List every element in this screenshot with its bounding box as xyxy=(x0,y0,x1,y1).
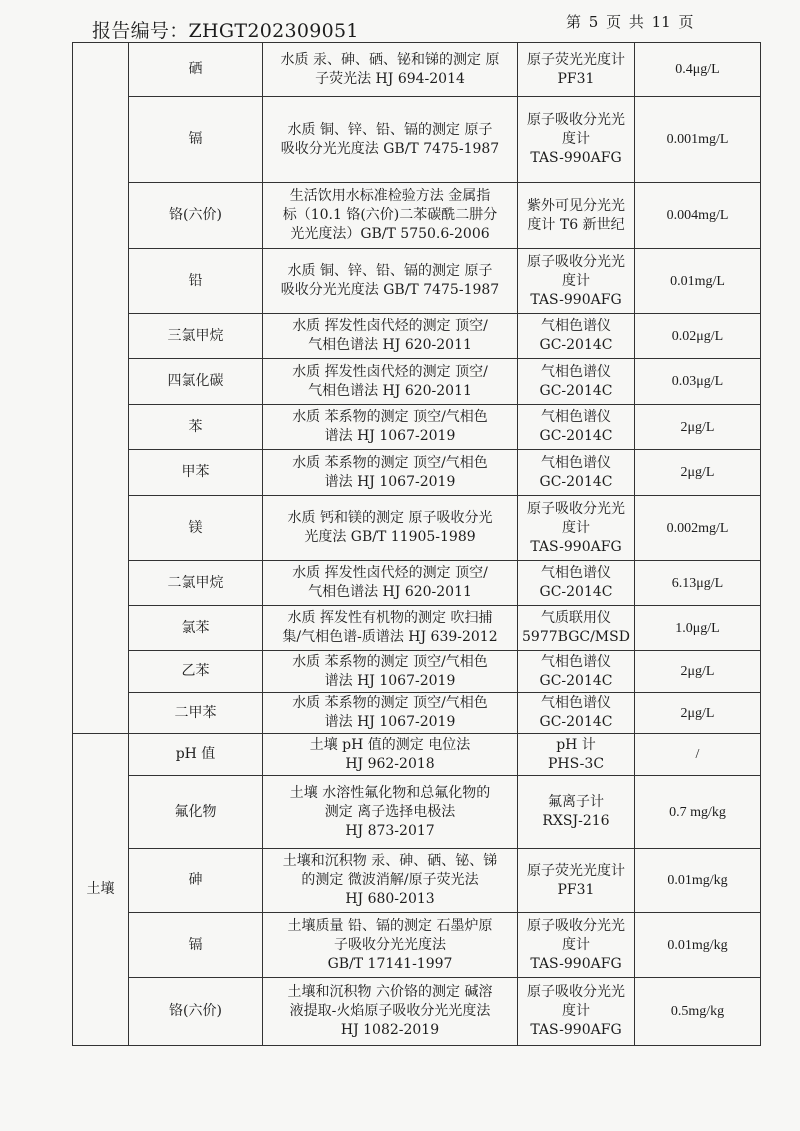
instrument-line: pH 计 xyxy=(556,736,596,753)
instrument-cell xyxy=(518,606,635,651)
instrument-line: TAS-990AFG xyxy=(530,150,622,166)
method-line: 水质 苯系物的测定 顶空/气相色 xyxy=(292,454,488,471)
method-line: 水质 挥发性卤代烃的测定 顶空/ xyxy=(292,565,488,581)
instrument-cell xyxy=(518,43,635,97)
instrument-line: 原子吸收分光光 xyxy=(527,112,625,128)
test-item-cell: 镉 xyxy=(129,913,263,978)
method-cell xyxy=(263,651,518,693)
table-row xyxy=(73,561,761,606)
instrument-line: GC-2014C xyxy=(539,337,613,353)
method-line: 土壤质量 铅、镉的测定 石墨炉原 xyxy=(287,917,493,934)
table-row xyxy=(73,314,761,359)
test-item-cell: pH 值 xyxy=(129,734,263,776)
table-row xyxy=(73,913,761,978)
instrument-line: 5977BGC/MSD xyxy=(522,629,630,645)
method-cell xyxy=(263,693,518,734)
instrument-line: 气相色谱仪 xyxy=(541,454,611,471)
instrument-line: 原子吸收分光光 xyxy=(527,253,625,270)
instrument-line: 气相色谱仪 xyxy=(541,363,611,380)
table-row xyxy=(73,776,761,849)
method-line: 水质 挥发性有机物的测定 吹扫捕 xyxy=(287,610,493,626)
instrument-line: 原子吸收分光光 xyxy=(527,500,625,517)
method-line: 水质 挥发性卤代烃的测定 顶空/ xyxy=(292,363,488,380)
instrument-line: 气相色谱仪 xyxy=(541,565,611,581)
instrument-line: GC-2014C xyxy=(539,714,613,730)
test-item-cell: 铬(六价) xyxy=(129,183,263,249)
instrument-cell xyxy=(518,913,635,978)
test-item-cell: 镉 xyxy=(129,97,263,183)
detection-limit-cell: 6.13μg/L xyxy=(635,561,761,606)
test-item-cell: 氯苯 xyxy=(129,606,263,651)
instrument-line: TAS-990AFG xyxy=(530,538,622,555)
table-row xyxy=(73,496,761,561)
page-indicator: 第 5 页 共 11 页 xyxy=(566,13,694,31)
method-line: HJ 873-2017 xyxy=(345,822,435,839)
instrument-line: 度计 T6 新世纪 xyxy=(527,216,625,233)
instrument-line: 紫外可见分光光 xyxy=(527,197,625,214)
instrument-line: 原子吸收分光光 xyxy=(527,917,625,934)
method-line: 标（10.1 铬(六价)二苯碳酰二肼分 xyxy=(282,207,498,223)
method-line: 的测定 微波消解/原子荧光法 xyxy=(301,872,479,888)
detection-limit-cell: 0.4μg/L xyxy=(635,43,761,97)
detection-limit-cell: 1.0μg/L xyxy=(635,606,761,651)
detection-limit-cell: 0.5mg/kg xyxy=(635,978,761,1046)
instrument-line: PF31 xyxy=(557,70,595,87)
test-item-cell: 镁 xyxy=(129,496,263,561)
instrument-cell xyxy=(518,314,635,359)
instrument-cell xyxy=(518,561,635,606)
detection-limit-cell: 0.002mg/L xyxy=(635,496,761,561)
instrument-cell xyxy=(518,693,635,734)
method-line: 吸收分光光度法 GB/T 7475-1987 xyxy=(280,140,500,157)
detection-limit-cell: 2μg/L xyxy=(635,450,761,496)
detection-limit-cell: 0.03μg/L xyxy=(635,359,761,405)
method-line: 生活饮用水标准检验方法 金属指 xyxy=(289,188,491,204)
method-cell xyxy=(263,249,518,314)
method-cell xyxy=(263,43,518,97)
category-cell xyxy=(73,43,129,734)
instrument-cell xyxy=(518,97,635,183)
detection-limit-cell: 0.01mg/kg xyxy=(635,913,761,978)
instrument-line: 度计 xyxy=(562,519,590,536)
instrument-line: 度计 xyxy=(562,272,590,289)
test-item-cell: 苯 xyxy=(129,405,263,450)
method-line: 谱法 HJ 1067-2019 xyxy=(324,672,456,689)
table-row xyxy=(73,693,761,734)
test-item-cell: 二氯甲烷 xyxy=(129,561,263,606)
table-row xyxy=(73,359,761,405)
instrument-cell xyxy=(518,849,635,913)
detection-limit-cell: 0.01mg/L xyxy=(635,249,761,314)
table-row xyxy=(73,450,761,496)
method-line: 光度法 GB/T 11905-1989 xyxy=(304,529,476,545)
detection-limit-cell: 0.004mg/L xyxy=(635,183,761,249)
table-row xyxy=(73,651,761,693)
detection-limit-cell: 2μg/L xyxy=(635,693,761,734)
test-item-cell: 四氯化碳 xyxy=(129,359,263,405)
instrument-cell xyxy=(518,496,635,561)
test-item-cell: 二甲苯 xyxy=(129,693,263,734)
instrument-cell xyxy=(518,734,635,776)
instrument-line: GC-2014C xyxy=(539,473,613,490)
table-row xyxy=(73,849,761,913)
table-row xyxy=(73,606,761,651)
method-cell xyxy=(263,405,518,450)
instrument-line: GC-2014C xyxy=(539,428,613,444)
instrument-cell xyxy=(518,978,635,1046)
instrument-line: 氟离子计 xyxy=(548,794,604,810)
method-line: 光光度法）GB/T 5750.6-2006 xyxy=(290,226,490,242)
test-item-cell: 氟化物 xyxy=(129,776,263,849)
instrument-cell xyxy=(518,405,635,450)
detection-limit-cell: 0.02μg/L xyxy=(635,314,761,359)
instrument-line: 度计 xyxy=(562,131,590,147)
detection-limit-cell: 0.001mg/L xyxy=(635,97,761,183)
test-item-cell: 铅 xyxy=(129,249,263,314)
test-item-cell: 三氯甲烷 xyxy=(129,314,263,359)
instrument-line: 气质联用仪 xyxy=(541,610,611,626)
table-row xyxy=(73,405,761,450)
instrument-line: TAS-990AFG xyxy=(530,955,622,972)
table-row xyxy=(73,97,761,183)
method-line: 水质 挥发性卤代烃的测定 顶空/ xyxy=(292,318,488,334)
method-line: 水质 苯系物的测定 顶空/气相色 xyxy=(292,653,488,670)
method-cell xyxy=(263,849,518,913)
instrument-line: 度计 xyxy=(562,936,590,953)
table-row xyxy=(73,249,761,314)
method-line: HJ 962-2018 xyxy=(345,755,435,772)
method-cell xyxy=(263,183,518,249)
detection-limit-cell: / xyxy=(635,734,761,776)
method-line: 土壤和沉积物 六价铬的测定 碱溶 xyxy=(287,984,493,1000)
method-line: 水质 铜、锌、铅、镉的测定 原子 xyxy=(287,121,493,138)
instrument-line: 气相色谱仪 xyxy=(541,695,611,711)
method-line: 气相色谱法 HJ 620-2011 xyxy=(308,337,472,353)
instrument-line: GC-2014C xyxy=(539,672,613,689)
instrument-cell xyxy=(518,450,635,496)
method-cell xyxy=(263,776,518,849)
method-line: 土壤 水溶性氟化物和总氟化物的 xyxy=(289,784,491,801)
report-number: 报告编号：ZHGT202309051 xyxy=(92,20,359,42)
test-item-cell: 甲苯 xyxy=(129,450,263,496)
method-line: HJ 680-2013 xyxy=(345,891,435,907)
method-line: 吸收分光光度法 GB/T 7475-1987 xyxy=(280,282,500,298)
instrument-line: 气相色谱仪 xyxy=(541,318,611,334)
method-line: HJ 1082-2019 xyxy=(340,1022,440,1038)
detection-limit-cell: 0.01mg/kg xyxy=(635,849,761,913)
instrument-line: PHS-3C xyxy=(547,755,605,772)
test-item-cell: 铬(六价) xyxy=(129,978,263,1046)
instrument-cell xyxy=(518,249,635,314)
method-cell xyxy=(263,978,518,1046)
method-line: GB/T 17141-1997 xyxy=(327,955,453,972)
instrument-cell xyxy=(518,776,635,849)
table-row xyxy=(73,183,761,249)
method-line: 水质 铜、锌、铅、镉的测定 原子 xyxy=(287,263,493,279)
method-line: 子吸收分光光度法 xyxy=(334,936,446,953)
method-line: 谱法 HJ 1067-2019 xyxy=(324,428,456,444)
table-row xyxy=(73,43,761,97)
method-line: 土壤和沉积物 汞、砷、硒、铋、锑 xyxy=(282,853,498,869)
instrument-cell xyxy=(518,651,635,693)
table-row xyxy=(73,734,761,776)
method-cell xyxy=(263,97,518,183)
method-line: 气相色谱法 HJ 620-2011 xyxy=(308,584,472,600)
test-method-table xyxy=(72,42,761,1046)
test-item-cell: 乙苯 xyxy=(129,651,263,693)
instrument-cell xyxy=(518,183,635,249)
instrument-line: 原子荧光光度计 xyxy=(527,862,625,879)
method-cell xyxy=(263,561,518,606)
method-line: 水质 苯系物的测定 顶空/气相色 xyxy=(292,409,488,425)
method-line: 测定 离子选择电极法 xyxy=(324,803,456,820)
test-item-cell: 砷 xyxy=(129,849,263,913)
instrument-line: PF31 xyxy=(557,881,595,898)
detection-limit-cell: 0.7 mg/kg xyxy=(635,776,761,849)
method-line: 集/气相色谱-质谱法 HJ 639-2012 xyxy=(282,629,498,645)
detection-limit-cell: 2μg/L xyxy=(635,651,761,693)
instrument-line: 原子吸收分光光 xyxy=(527,984,625,1000)
table-row xyxy=(73,978,761,1046)
instrument-cell xyxy=(518,359,635,405)
method-cell xyxy=(263,450,518,496)
instrument-line: 气相色谱仪 xyxy=(541,409,611,425)
instrument-line: GC-2014C xyxy=(539,584,613,600)
method-line: 水质 钙和镁的测定 原子吸收分光 xyxy=(287,510,493,526)
instrument-line: 度计 xyxy=(562,1003,590,1019)
instrument-line: RXSJ-216 xyxy=(542,813,610,829)
method-line: 谱法 HJ 1067-2019 xyxy=(324,714,456,730)
instrument-line: GC-2014C xyxy=(539,382,613,399)
instrument-line: TAS-990AFG xyxy=(530,291,622,308)
method-cell xyxy=(263,314,518,359)
method-cell xyxy=(263,606,518,651)
instrument-line: 原子荧光光度计 xyxy=(527,51,625,68)
method-cell xyxy=(263,496,518,561)
method-line: 水质 汞、砷、硒、铋和锑的测定 原 xyxy=(280,51,500,68)
method-cell xyxy=(263,734,518,776)
detection-limit-cell: 2μg/L xyxy=(635,405,761,450)
instrument-line: TAS-990AFG xyxy=(530,1022,622,1038)
method-line: 谱法 HJ 1067-2019 xyxy=(324,473,456,490)
method-line: 液提取-火焰原子吸收分光光度法 xyxy=(289,1003,491,1019)
method-line: 子荧光法 HJ 694-2014 xyxy=(315,70,465,87)
method-cell xyxy=(263,359,518,405)
instrument-line: 气相色谱仪 xyxy=(541,653,611,670)
method-line: 水质 苯系物的测定 顶空/气相色 xyxy=(292,695,488,711)
method-line: 土壤 pH 值的测定 电位法 xyxy=(309,736,471,753)
method-cell xyxy=(263,913,518,978)
category-cell: 土壤 xyxy=(73,734,129,1046)
test-item-cell: 硒 xyxy=(129,43,263,97)
method-line: 气相色谱法 HJ 620-2011 xyxy=(308,382,472,399)
